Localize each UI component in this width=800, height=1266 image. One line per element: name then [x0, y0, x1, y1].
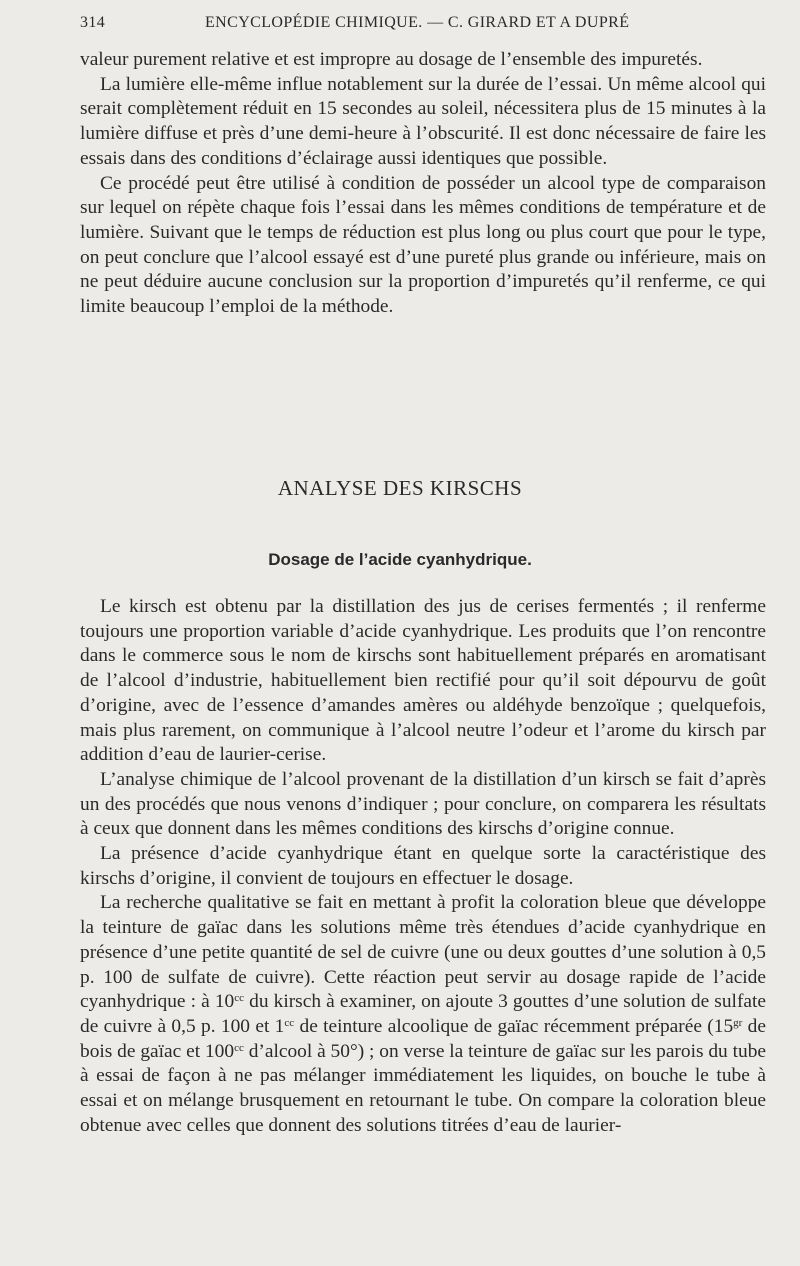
text-run: de teinture alcoolique de gaïac récemment préparée (15: [294, 1015, 734, 1037]
body-text-bottom: [80, 595, 766, 1138]
running-title: ENCYCLOPÉDIE CHIMIQUE. — C. GIRARD ET A DUPRÉ: [205, 14, 630, 31]
text-run: La recherche qualitative se fait en mettant à profit la coloration bleue que développe la teinture de gaïac dans les solutions même très étendues d’acide cyanhydrique en présence d’une petite quantité de sel de cuivre (une ou deux gouttes d’une solution à 0,5 p. 100 de sulfate de cuivre). Cette réaction peut servir au dosage rapide de l’acide cyanhydrique : à 10: [80, 892, 766, 1013]
paragraph: La lumière elle-même influe notablement sur la durée de l’essai. Un même alcool qui serait complètement réduit en 15 secondes au soleil, nécessitera plus de 15 minutes à la lumière diffuse et près d’une demi-heure à l’obscurité. Il est donc nécessaire de faire les essais dans des conditions d’éclairage aussi identiques que possible.: [80, 73, 766, 169]
body-text-top: [80, 48, 766, 320]
page-number: 314: [80, 14, 106, 31]
paragraph: [80, 891, 766, 1138]
paragraph: L’analyse chimique de l’alcool provenant de la distillation d’un kirsch se fait d’après un des procédés que nous venons d’indiquer ; pour conclure, on comparera les résultats à ceux que donnent dans les mêmes conditions des kirschs d’origine connue.: [80, 768, 766, 840]
running-header: [80, 14, 766, 40]
paragraph: La présence d’acide cyanhydrique étant en quelque sorte la caractéristique des kirschs d’origine, il convient de toujours en effectuer le dosage.: [80, 843, 766, 889]
superscript: cc: [234, 1041, 244, 1054]
superscript: gr: [733, 1016, 743, 1029]
text-run: d’alcool à 50°) ; on verse la teinture de gaïac sur les parois du tube à essai de façon à ne pas mélanger immédiatement les liquides, on bouche le tube à essai et on mélange brusquement en retournant le tube. On compare la coloration bleue obtenue avec celles que donnent des solutions titrées d’eau de laurier-: [80, 1040, 767, 1136]
text-run: du kirsch à examiner, on ajoute 3 gouttes d’une solution de sulfate de cuivre à 0,5 p. 100 et 1: [80, 991, 766, 1037]
paragraph: valeur purement relative et est impropre au dosage de l’ensemble des impuretés.: [80, 49, 703, 70]
paragraph: Le kirsch est obtenu par la distillation des jus de cerises fermentés ; il renferme toujours une proportion variable d’acide cyanhydrique. Les produits que l’on rencontre dans le commerce sous le nom de kirschs sont habituellement préparés en aromatisant de l’alcool d’industrie, habituellement bien rectifié pour qu’il soit dépourvu de goût d’origine, avec de l’essence d’amandes amères ou aldéhyde benzoïque ; quelquefois, mais plus rarement, on communique à l’alcool neutre l’odeur et l’arome du kirsch par addition d’eau de laurier-cerise.: [80, 596, 766, 766]
superscript: cc: [284, 1016, 295, 1029]
text-run: de bois de gaïac et 100: [80, 1015, 766, 1062]
section-title: ANALYSE DES KIRSCHS: [277, 476, 523, 500]
paragraph: Ce procédé peut être utilisé à condition de posséder un alcool type de comparaison sur lequel on répète chaque fois l’essai dans les mêmes conditions de température et de lumière. Suivant que le temps de réduction est plus long ou plus court que pour le type, on peut conclure que l’alcool essayé est d’une pureté plus grande ou inférieure, mais on ne peut déduire aucune conclusion sur la proportion d’impuretés qu’il renferme, ce qui limite beaucoup l’emploi de la méthode.: [80, 172, 766, 318]
superscript: cc: [234, 992, 245, 1005]
subsection-title: Dosage de l’acide cyanhydrique.: [268, 550, 532, 569]
